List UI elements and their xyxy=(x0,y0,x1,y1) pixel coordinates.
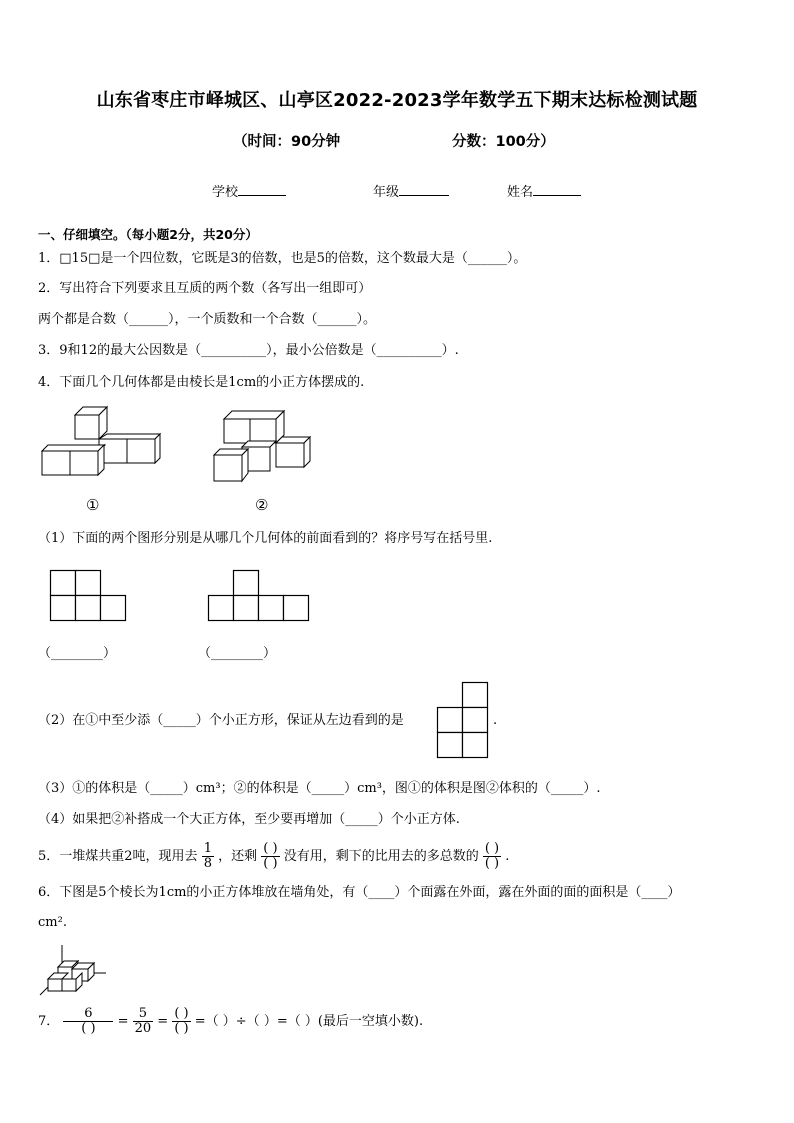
grade-label: 年级 xyxy=(373,185,400,200)
q5-text-a: 5．一堆煤共重2吨，现用去 xyxy=(38,849,198,864)
equals-sign-2: = xyxy=(157,1014,169,1029)
answer-blank-b[interactable]: （________） xyxy=(198,646,277,661)
q5-text-b: ，还剩 xyxy=(218,849,258,864)
question-7 xyxy=(38,1007,423,1036)
question-2-line1: 2．写出符合下列要求且互质的两个数（各写出一组即可） xyxy=(38,281,372,296)
solid-figure-2 xyxy=(212,405,322,485)
q5-text-c: 没有用，剩下的比用去的多总数的 xyxy=(283,849,479,864)
question-5 xyxy=(38,842,509,871)
answer-blank-a[interactable]: （________） xyxy=(38,646,117,661)
solid-1-label: ① xyxy=(86,496,100,514)
fraction-blank-blank[interactable]: $\frac{( )}{( )}$ xyxy=(174,1006,189,1036)
question-6-line1: 6．下图是5个棱长为1cm的小正方体堆放在墙角处，有（____）个面露在外面，露在外面的面的面积是（____） xyxy=(38,885,681,900)
q5-text-d: . xyxy=(505,849,510,864)
grade-field[interactable] xyxy=(373,181,449,200)
corner-cubes-figure xyxy=(38,945,113,1000)
question-6-line2: cm². xyxy=(38,915,67,930)
question-4-part4: （4）如果把②补搭成一个大正方体，至少要再增加（_____）个小正方体. xyxy=(38,812,460,827)
fraction-blank-difference[interactable]: $\frac{( )}{( )}$ xyxy=(484,841,500,871)
fraction-blank-remaining[interactable]: $\frac{( )}{( )}$ xyxy=(263,841,278,871)
question-2-line2: 两个都是合数（______），一个质数和一个合数（______）。 xyxy=(38,312,377,327)
front-view-b xyxy=(208,570,313,622)
section-heading: 一、仔细填空。（每小题2分，共20分） xyxy=(38,227,258,242)
question-4-part3: （3）①的体积是（_____）cm³；②的体积是（_____）cm³，图①的体积是图②体积的（_____）. xyxy=(38,781,601,796)
question-4-intro: 4．下面几个几何体都是由棱长是1cm的小正方体摆成的. xyxy=(38,375,365,390)
solid-2-label: ② xyxy=(255,496,269,514)
q7-tail: =（ ）÷（ ）=（ ）(最后一空填小数). xyxy=(194,1014,424,1029)
left-view-figure xyxy=(437,682,491,762)
question-4-part2: （2）在①中至少添（_____）个小正方形，保证从左边看到的是 xyxy=(38,713,404,728)
solid-figure-1 xyxy=(40,405,165,480)
q7-number: 7． xyxy=(38,1014,60,1029)
school-field[interactable] xyxy=(212,181,286,200)
question-3: 3．9和12的最大公因数是（__________），最小公倍数是（__________）. xyxy=(38,343,459,358)
question-1: 1．□15□是一个四位数，它既是3的倍数，也是5的倍数，这个数最大是（______）。 xyxy=(38,251,527,266)
name-label: 姓名 xyxy=(507,185,534,200)
fraction-6-over-blank[interactable]: $\frac{6}{( )}$ xyxy=(63,1007,113,1036)
equals-sign-1: = xyxy=(117,1014,129,1029)
school-label: 学校 xyxy=(212,185,239,200)
front-view-a xyxy=(50,570,130,622)
question-4-part2-end: . xyxy=(493,713,498,728)
score-label: 分数：100分） xyxy=(452,134,555,150)
page-title: 山东省枣庄市峄城区、山亭区2022-2023学年数学五下期末达标检测试题 xyxy=(96,90,698,111)
fraction-one-eighth: $\frac{1}{8}$ xyxy=(203,841,212,871)
question-4-part1: （1）下面的两个图形分别是从哪几个几何体的前面看到的？将序号写在括号里. xyxy=(38,531,493,546)
time-label: （时间：90分钟 xyxy=(233,134,341,150)
name-field[interactable] xyxy=(507,181,581,200)
fraction-5-over-20: $\frac{5}{20}$ xyxy=(134,1006,152,1036)
